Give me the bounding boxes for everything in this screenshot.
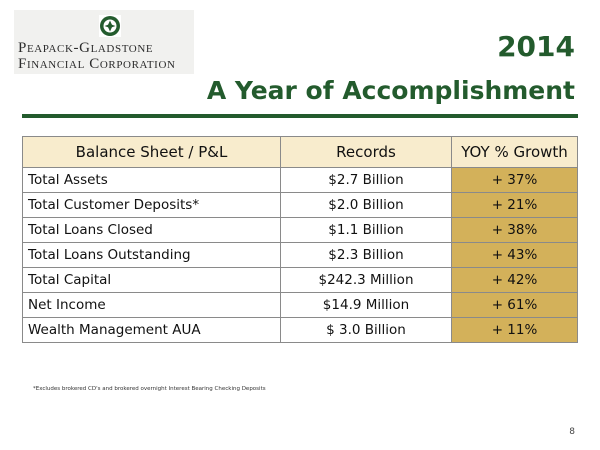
logo-emblem-icon: [99, 15, 121, 37]
record-cell: $1.1 Billion: [281, 218, 452, 243]
record-cell: $2.3 Billion: [281, 243, 452, 268]
record-cell: $ 3.0 Billion: [281, 318, 452, 343]
column-header-records: Records: [281, 137, 452, 168]
metric-cell: Total Capital: [23, 268, 281, 293]
metric-cell: Total Customer Deposits*: [23, 193, 281, 218]
record-cell: $2.0 Billion: [281, 193, 452, 218]
growth-cell: + 38%: [452, 218, 578, 243]
table-row: [23, 243, 578, 268]
record-cell: $2.7 Billion: [281, 168, 452, 193]
growth-cell: + 11%: [452, 318, 578, 343]
slide-title-year: 2014: [497, 30, 575, 63]
company-logo: [14, 10, 194, 74]
title-divider: [22, 114, 578, 118]
table-row: [23, 168, 578, 193]
metric-cell: Net Income: [23, 293, 281, 318]
growth-cell: + 43%: [452, 243, 578, 268]
metric-cell: Wealth Management AUA: [23, 318, 281, 343]
growth-cell: + 37%: [452, 168, 578, 193]
table-header-row: [23, 137, 578, 168]
record-cell: $242.3 Million: [281, 268, 452, 293]
page-number: 8: [569, 427, 575, 437]
footnote: *Excludes brokered CD's and brokered overnight Interest Bearing Checking Deposits: [33, 386, 266, 392]
metric-cell: Total Assets: [23, 168, 281, 193]
table-row: [23, 193, 578, 218]
column-header-growth: YOY % Growth: [452, 137, 578, 168]
metric-cell: Total Loans Closed: [23, 218, 281, 243]
growth-cell: + 42%: [452, 268, 578, 293]
slide-title: A Year of Accomplishment: [206, 76, 575, 105]
column-header-metric: Balance Sheet / P&L: [23, 137, 281, 168]
record-cell: $14.9 Million: [281, 293, 452, 318]
table-row: [23, 218, 578, 243]
growth-cell: + 21%: [452, 193, 578, 218]
table-row: [23, 293, 578, 318]
logo-name-line1: Peapack-Gladstone: [18, 40, 154, 56]
growth-cell: + 61%: [452, 293, 578, 318]
logo-name-line2: Financial Corporation: [18, 56, 176, 72]
table-row: [23, 268, 578, 293]
metric-cell: Total Loans Outstanding: [23, 243, 281, 268]
accomplishments-table: [22, 136, 578, 343]
table-row: [23, 318, 578, 343]
